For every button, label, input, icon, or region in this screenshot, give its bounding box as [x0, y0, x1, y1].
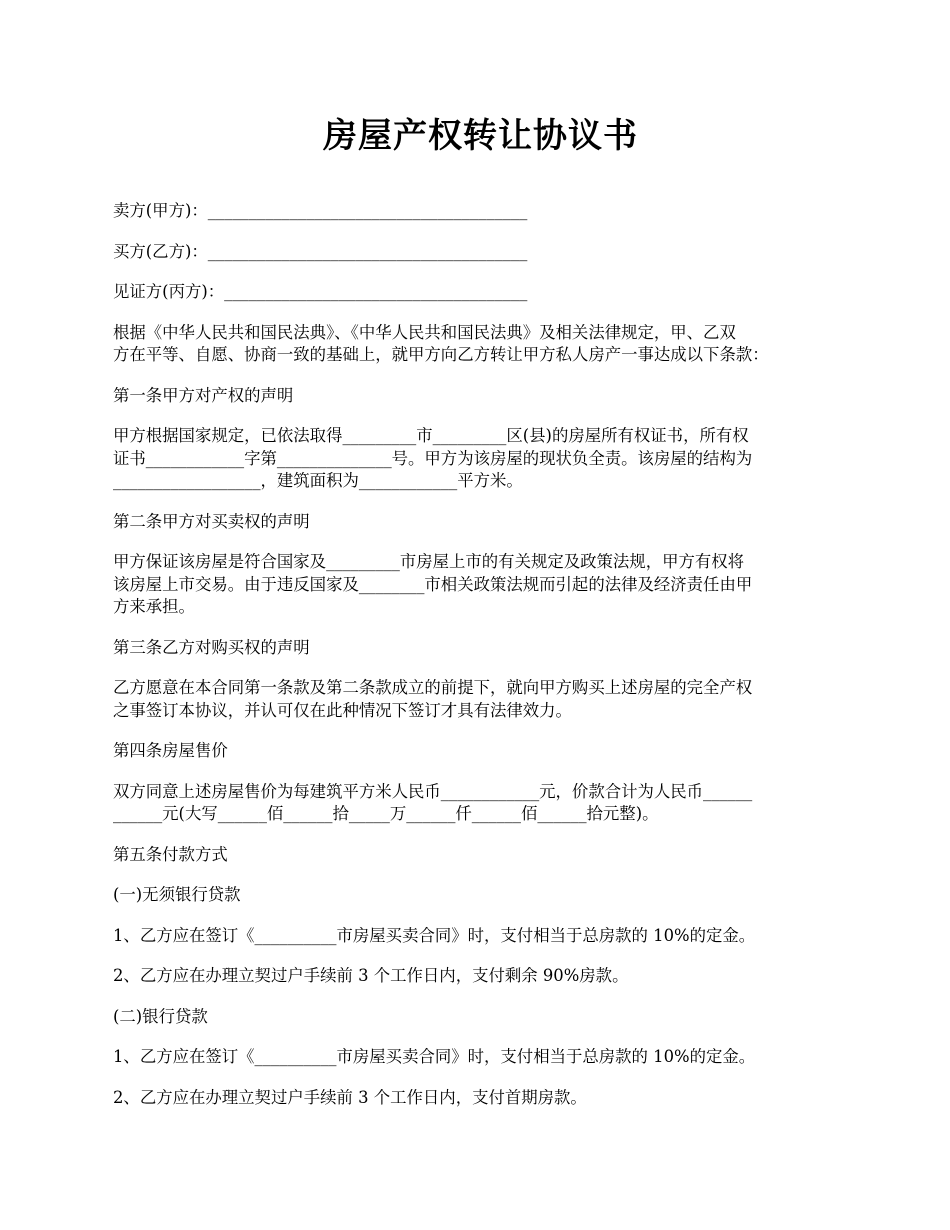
- article2-line: 该房屋上市交易。由于违反国家及________市相关政策法规而引起的法律及经济责任由甲: [113, 574, 753, 594]
- article1-body: [113, 425, 848, 493]
- intro-paragraph: [113, 322, 848, 367]
- article4-line: 双方同意上述房屋售价为每建筑平方米人民币____________元，价款合计为人民币______: [113, 781, 753, 801]
- buyer-party-line: 买方(乙方)：_______________________________________: [113, 241, 528, 261]
- article4-heading: 第四条房屋售价: [113, 741, 228, 760]
- article1-line: 甲方根据国家规定，已依法取得_________市_________区(县)的房屋所有权证书，所有权: [113, 426, 749, 445]
- article4-line: ______元(大写______佰______拾_____万______仟______佰______拾元整)。: [113, 804, 659, 823]
- document-title: 房屋产权转让协议书: [323, 116, 638, 156]
- article3-body: [113, 677, 848, 722]
- intro-line: 根据《中华人民共和国民法典》、《中华人民共和国民法典》及相关法律规定，甲、乙双: [113, 322, 736, 342]
- article2-line: 方来承担。: [113, 597, 195, 616]
- article3-heading: 第三条乙方对购买权的声明: [113, 637, 310, 657]
- section2-item-2: 2、乙方应在办理立契过户手续前 3 个工作日内，支付首期房款。: [113, 1087, 587, 1107]
- article2-line: 甲方保证该房屋是符合国家及_________市房屋上市的有关规定及政策法规，甲方有权将: [113, 552, 745, 571]
- article4-body: [113, 781, 848, 826]
- witness-party-line: 见证方(丙方)：_____________________________________: [113, 282, 528, 301]
- article2-body: [113, 551, 848, 619]
- article1-line: 证书____________字第______________号。甲方为该房屋的现状负全责。该房屋的结构为: [113, 448, 753, 468]
- section1-item-2: 2、乙方应在办理立契过户手续前 3 个工作日内，支付剩余 90%房款。: [113, 966, 629, 985]
- article2-heading: 第二条甲方对买卖权的声明: [113, 511, 310, 531]
- document-page: [113, 110, 848, 1127]
- article1-line: __________________，建筑面积为____________平方米。: [113, 471, 523, 490]
- intro-line: 方在平等、自愿、协商一致的基础上，就甲方向乙方转让甲方私人房产一事达成以下条款：: [113, 345, 769, 364]
- section1-heading: (一)无须银行贷款: [113, 885, 241, 904]
- article3-line: 之事签订本协议，并认可仅在此种情况下签订才具有法律效力。: [113, 700, 572, 720]
- article1-heading: 第一条甲方对产权的声明: [113, 385, 294, 405]
- section2-item-1: 1、乙方应在签订《__________市房屋买卖合同》时，支付相当于总房款的 10%的定金。: [113, 1047, 756, 1066]
- seller-party-line: 卖方(甲方)：_______________________________________: [113, 201, 528, 220]
- article3-line: 乙方愿意在本合同第一条款及第二条款成立的前提下，就向甲方购买上述房屋的完全产权: [113, 678, 753, 697]
- article5-heading: 第五条付款方式: [113, 844, 228, 864]
- section1-item-1: 1、乙方应在签订《__________市房屋买卖合同》时，支付相当于总房款的 10%的定金。: [113, 925, 756, 945]
- section2-heading: (二)银行贷款: [113, 1006, 208, 1026]
